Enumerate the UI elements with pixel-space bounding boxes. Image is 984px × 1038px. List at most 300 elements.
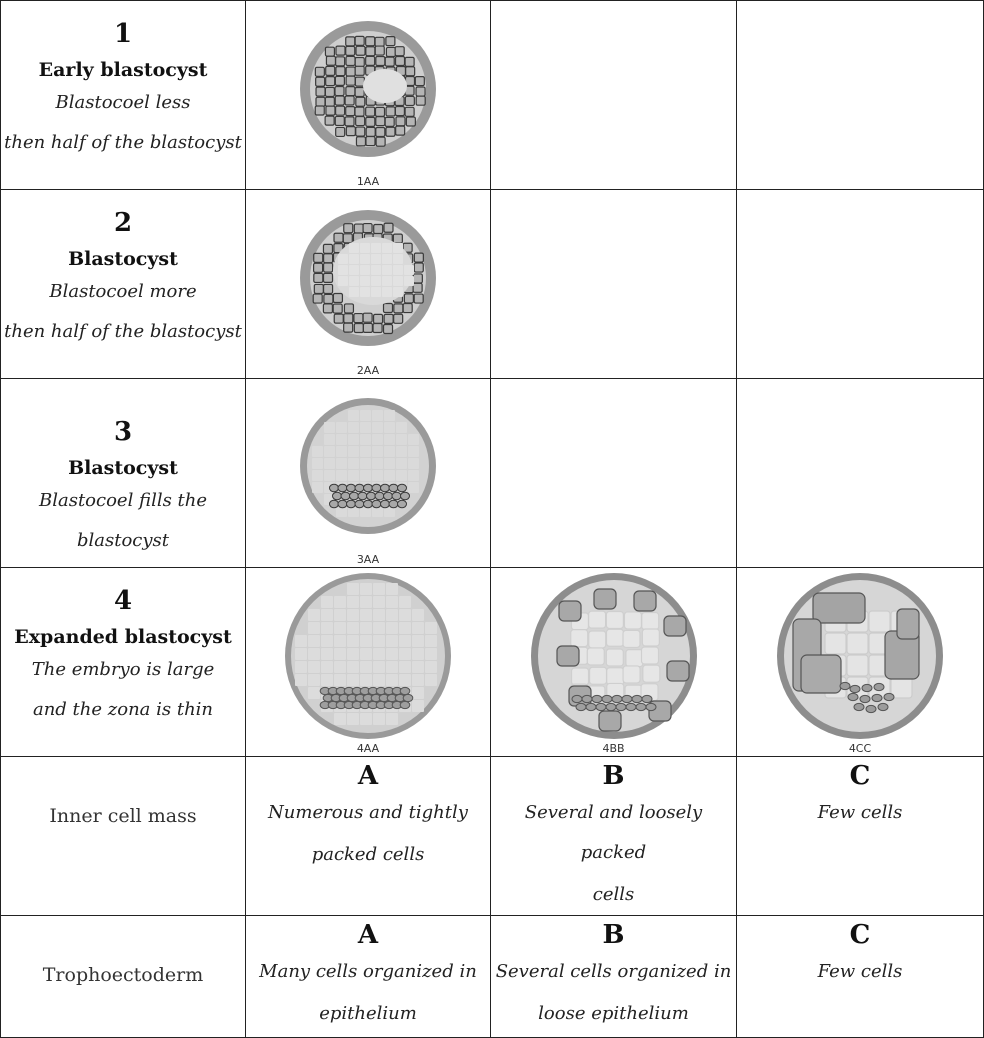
cell-shape (321, 609, 333, 621)
cell-shape (346, 76, 355, 85)
cell-shape (385, 57, 394, 66)
cell-shape (335, 96, 344, 105)
cell-shape (360, 243, 370, 253)
cell-shape (394, 304, 403, 313)
cell-shape (308, 635, 320, 647)
cell-shape (338, 500, 347, 508)
cell-shape (334, 713, 346, 725)
cell-shape (363, 313, 372, 322)
grade-letter: C (849, 920, 871, 950)
cell-shape (348, 422, 359, 433)
cell-shape (312, 458, 323, 469)
cell-shape (346, 37, 355, 46)
cell-shape (347, 583, 359, 595)
cell-shape (348, 446, 359, 457)
cell-shape (862, 684, 872, 691)
cell-shape (384, 458, 395, 469)
grade-letter: B (602, 920, 625, 950)
grade-description-line: Several cells organized in (495, 961, 732, 982)
grade-description-line: Several and loosely packed (524, 802, 703, 863)
cell-shape (336, 46, 345, 55)
cell-shape (399, 635, 411, 647)
cell-shape (360, 287, 370, 297)
cell-shape (589, 667, 606, 684)
cell-shape (592, 695, 602, 702)
grade-description-line: Numerous and tightly (268, 802, 468, 823)
cell-shape (382, 243, 392, 253)
cell-shape (338, 276, 348, 286)
cell-shape (336, 127, 345, 136)
cell-shape (373, 324, 382, 333)
cell-shape (382, 276, 392, 286)
cell-shape (636, 703, 646, 710)
cell-shape (393, 287, 403, 297)
cell-shape (344, 323, 353, 332)
cell-shape (408, 446, 419, 457)
cell-shape (623, 630, 640, 647)
cell-shape (386, 622, 398, 634)
cell-shape (347, 500, 356, 508)
cell-shape (801, 655, 841, 693)
cell-shape (371, 265, 381, 275)
cell-shape (403, 694, 413, 701)
cell-shape (326, 77, 335, 86)
cell-shape (641, 647, 658, 664)
cell-shape (408, 434, 419, 445)
cell-shape (330, 500, 339, 508)
cell-shape (360, 458, 371, 469)
blastocyst-3AA-illustration (298, 396, 438, 536)
cell-shape (349, 243, 359, 253)
cell-shape (874, 683, 884, 690)
cell-shape (396, 446, 407, 457)
cell-shape (343, 234, 352, 243)
cell-shape (324, 458, 335, 469)
cell-shape (314, 263, 323, 272)
cell-shape (384, 434, 395, 445)
stage-number: 1 (113, 19, 133, 49)
cell-shape (642, 629, 659, 646)
cell-shape (406, 117, 415, 126)
blastocyst-4BB-illustration (529, 571, 699, 741)
cell-shape (348, 458, 359, 469)
cell-shape (355, 484, 364, 492)
cell-shape (321, 635, 333, 647)
cell-shape (325, 97, 334, 106)
cell-shape (330, 484, 339, 492)
grade-description-line: epithelium (319, 1003, 417, 1024)
cell-shape (360, 661, 372, 673)
cell-shape (385, 117, 394, 126)
cell-shape (412, 609, 424, 621)
cell-shape (360, 635, 372, 647)
cell-shape (404, 294, 413, 303)
cell-shape (372, 458, 383, 469)
cell-shape (324, 284, 333, 293)
row-label-trophectoderm: Trophoectoderm (1, 916, 246, 1038)
cell-shape (386, 661, 398, 673)
cell-shape (403, 304, 412, 313)
cell-shape (347, 484, 356, 492)
cell-shape (360, 622, 372, 634)
cell-shape (308, 661, 320, 673)
cell-shape (360, 446, 371, 457)
cell-shape (571, 668, 588, 685)
cell-shape (366, 47, 375, 56)
cell-shape (355, 500, 364, 508)
cell-shape (392, 492, 401, 500)
cell-shape (570, 630, 587, 647)
cell-shape (360, 265, 370, 275)
cell-shape (334, 622, 346, 634)
cell-shape (366, 37, 375, 46)
empty-cell (737, 190, 984, 379)
cell-shape (315, 106, 324, 115)
cell-shape (375, 37, 384, 46)
cell-shape (375, 492, 384, 500)
cell-shape (372, 422, 383, 433)
cell-shape (326, 56, 335, 65)
cell-shape (346, 67, 355, 76)
cell-shape (336, 67, 345, 76)
cell-shape (897, 609, 919, 639)
cell-shape (334, 609, 346, 621)
cell-shape (396, 470, 407, 481)
cell-shape (405, 107, 414, 116)
cell-shape (641, 613, 658, 630)
cell-shape (371, 287, 381, 297)
cell-shape (582, 695, 592, 702)
cell-shape (336, 422, 347, 433)
cell-shape (367, 492, 376, 500)
cell-shape (414, 253, 423, 262)
cell-shape (366, 56, 375, 65)
cell-shape (373, 635, 385, 647)
cell-shape (360, 583, 372, 595)
cell-shape (356, 137, 365, 146)
image-caption: 1AA (356, 175, 380, 188)
stage-description-line: The embryo is large (31, 659, 215, 680)
cell-shape (321, 674, 333, 686)
cell-shape (314, 284, 323, 293)
cell-shape (347, 596, 359, 608)
cell-shape (860, 695, 870, 702)
cell-shape (393, 265, 403, 275)
cell-shape (366, 107, 375, 116)
cell-shape (872, 694, 882, 701)
cell-shape (364, 484, 373, 492)
stage-description-line: Blastocoel fills the blastocyst (38, 490, 208, 551)
cell-shape (878, 703, 888, 710)
cell-shape (413, 283, 422, 292)
stage-2-cell (1, 190, 246, 379)
cell-shape (333, 304, 342, 313)
cell-shape (356, 117, 365, 126)
cell-shape (344, 224, 353, 233)
cell-shape (372, 446, 383, 457)
cell-shape (354, 324, 363, 333)
cell-shape (854, 703, 864, 710)
cell-shape (336, 57, 345, 66)
cell-shape (308, 622, 320, 634)
cell-shape (405, 57, 414, 66)
cell-shape (295, 661, 307, 673)
grade-letter: C (849, 761, 871, 791)
cell-shape (412, 635, 424, 647)
cell-shape (412, 687, 424, 699)
cell-shape (405, 96, 414, 105)
cell-shape (316, 87, 325, 96)
cell-shape (347, 635, 359, 647)
cell-shape (373, 713, 385, 725)
cell-shape (336, 458, 347, 469)
grade-description-line: packed cells (311, 844, 425, 865)
cell-shape (373, 583, 385, 595)
inner-cell-mass (330, 484, 410, 508)
cell-shape (389, 500, 398, 508)
cell-shape (372, 410, 383, 421)
cell-shape (347, 674, 359, 686)
cell-shape (347, 609, 359, 621)
empty-cell (491, 379, 737, 568)
row-label-inner-cell-mass: Inner cell mass (1, 757, 246, 916)
icm-grade-b (491, 757, 737, 916)
cell-shape (363, 323, 372, 332)
cell-shape (324, 254, 333, 263)
cell-shape (384, 446, 395, 457)
cell-shape (355, 57, 364, 66)
cell-shape (333, 294, 342, 303)
cell-shape (325, 87, 334, 96)
cell-shape (333, 492, 342, 500)
cell-shape (400, 687, 410, 694)
cell-shape (334, 661, 346, 673)
stage-4AA-image-cell (246, 568, 491, 757)
cavity-texture (338, 243, 414, 297)
empty-cell (737, 379, 984, 568)
cell-shape (396, 57, 405, 66)
cell-shape (386, 583, 398, 595)
cell-shape (386, 47, 395, 56)
cell-shape (355, 66, 364, 75)
cell-shape (347, 622, 359, 634)
cell-shape (325, 47, 334, 56)
stage-3-image-cell (246, 379, 491, 568)
cell-shape (382, 254, 392, 264)
stage-row-2 (1, 190, 984, 379)
cell-shape (667, 661, 689, 681)
cell-shape (314, 273, 323, 282)
cell-shape (596, 703, 606, 710)
cell-shape (840, 682, 850, 689)
cell-shape (884, 693, 894, 700)
cell-shape (406, 67, 415, 76)
cell-shape (321, 661, 333, 673)
cell-shape (414, 263, 423, 272)
image-caption: 3AA (356, 553, 380, 566)
inner-cell-mass-row (1, 757, 984, 916)
cell-shape (396, 117, 405, 126)
cell-shape (587, 648, 604, 665)
cell-shape (382, 265, 392, 275)
cell-shape (386, 596, 398, 608)
cell-shape (848, 693, 858, 700)
cell-shape (335, 116, 344, 125)
cell-shape (413, 274, 422, 283)
cell-shape (326, 106, 335, 115)
blastocyst-1AA-illustration (293, 14, 443, 164)
cell-shape (360, 674, 372, 686)
grade-description-line: Few cells (817, 802, 903, 823)
cell-shape (375, 46, 384, 55)
cell-shape (356, 46, 365, 55)
blastocyst-4CC-illustration (775, 571, 945, 741)
grade-letter: A (357, 761, 379, 791)
cell-shape (314, 253, 323, 262)
icm-grade-c (737, 757, 984, 916)
cell-shape (349, 287, 359, 297)
cell-shape (386, 37, 395, 46)
cell-shape (384, 304, 393, 313)
cell-shape (372, 434, 383, 445)
cell-shape (324, 446, 335, 457)
cell-shape (376, 117, 385, 126)
cell-shape (349, 276, 359, 286)
cell-shape (622, 695, 632, 702)
cell-shape (386, 648, 398, 660)
cell-shape (624, 612, 641, 629)
cell-shape (632, 695, 642, 702)
stage-row-3 (1, 379, 984, 568)
cell-shape (664, 616, 686, 636)
cell-shape (324, 294, 333, 303)
cell-shape (408, 482, 419, 493)
cell-shape (347, 648, 359, 660)
icm-grade-a (246, 757, 491, 916)
cell-shape (374, 314, 383, 323)
stage-4BB-image-cell (491, 568, 737, 757)
cell-shape (612, 695, 622, 702)
cell-shape (360, 410, 371, 421)
cell-shape (347, 661, 359, 673)
cell-shape (316, 77, 325, 86)
cell-shape (412, 700, 424, 712)
cell-shape (364, 500, 373, 508)
cell-shape (323, 304, 332, 313)
cell-shape (572, 695, 582, 702)
stage-1-cell (1, 1, 246, 190)
cell-shape (557, 646, 579, 666)
cell-shape (813, 593, 865, 623)
cell-shape (338, 254, 348, 264)
cell-shape (376, 56, 385, 65)
cell-shape (326, 66, 335, 75)
image-caption: 4CC (848, 742, 872, 755)
cell-shape (416, 87, 425, 96)
cell-shape (371, 254, 381, 264)
cell-shape (373, 622, 385, 634)
stage-description-line: and the zona is thin (32, 699, 214, 720)
cell-shape (315, 67, 324, 76)
image-caption: 4BB (602, 742, 625, 755)
stage-row-4 (1, 568, 984, 757)
cell-shape (360, 422, 371, 433)
cell-shape (376, 137, 385, 146)
empty-cell (491, 190, 737, 379)
stage-number: 4 (113, 586, 133, 616)
cell-shape (588, 631, 605, 648)
cell-shape (354, 224, 363, 233)
cell-shape (386, 609, 398, 621)
cell-shape (425, 661, 437, 673)
stage-title: Early blastocyst (38, 59, 208, 81)
grade-letter: A (357, 920, 379, 950)
te-grade-a (246, 916, 491, 1038)
cell-shape (386, 635, 398, 647)
cell-shape (412, 661, 424, 673)
cell-shape (626, 703, 636, 710)
cell-shape (393, 276, 403, 286)
cell-shape (866, 705, 876, 712)
cell-shape (360, 276, 370, 286)
stage-title: Blastocyst (68, 457, 178, 479)
cell-shape (334, 648, 346, 660)
stage-description-line: Blastocoel more (49, 281, 197, 302)
stage-description-line: then half of the blastocyst (4, 132, 242, 153)
cell-shape (381, 500, 390, 508)
cell-shape (623, 666, 640, 683)
cell-shape (396, 126, 405, 135)
cell-shape (381, 484, 390, 492)
cell-shape (576, 703, 586, 710)
cell-shape (642, 695, 652, 702)
cell-shape (416, 96, 425, 105)
cell-shape (389, 484, 398, 492)
te-grade-c (737, 916, 984, 1038)
cell-shape (360, 434, 371, 445)
stage-title: Expanded blastocyst (14, 626, 232, 648)
stage-4CC-image-cell (737, 568, 984, 757)
cell-shape (606, 668, 623, 685)
cell-shape (321, 622, 333, 634)
cell-shape (366, 117, 375, 126)
cell-shape (586, 703, 596, 710)
cell-shape (425, 674, 437, 686)
stage-2-image-cell (246, 190, 491, 379)
cell-shape (634, 591, 656, 611)
cell-shape (321, 596, 333, 608)
cell-shape (355, 36, 364, 45)
cell-shape (335, 76, 344, 85)
cell-shape (334, 596, 346, 608)
cell-shape (355, 107, 364, 116)
cell-shape (324, 470, 335, 481)
cell-shape (386, 107, 395, 116)
cell-shape (366, 127, 375, 136)
cell-shape (373, 596, 385, 608)
cell-shape (349, 254, 359, 264)
cell-shape (382, 287, 392, 297)
cell-shape (399, 661, 411, 673)
cell-shape (404, 276, 414, 286)
grade-description-line: Few cells (817, 961, 903, 982)
cell-shape (308, 648, 320, 660)
cell-shape (372, 470, 383, 481)
cell-shape (384, 422, 395, 433)
cell-shape (371, 276, 381, 286)
cell-shape (308, 609, 320, 621)
cell-shape (376, 107, 385, 116)
